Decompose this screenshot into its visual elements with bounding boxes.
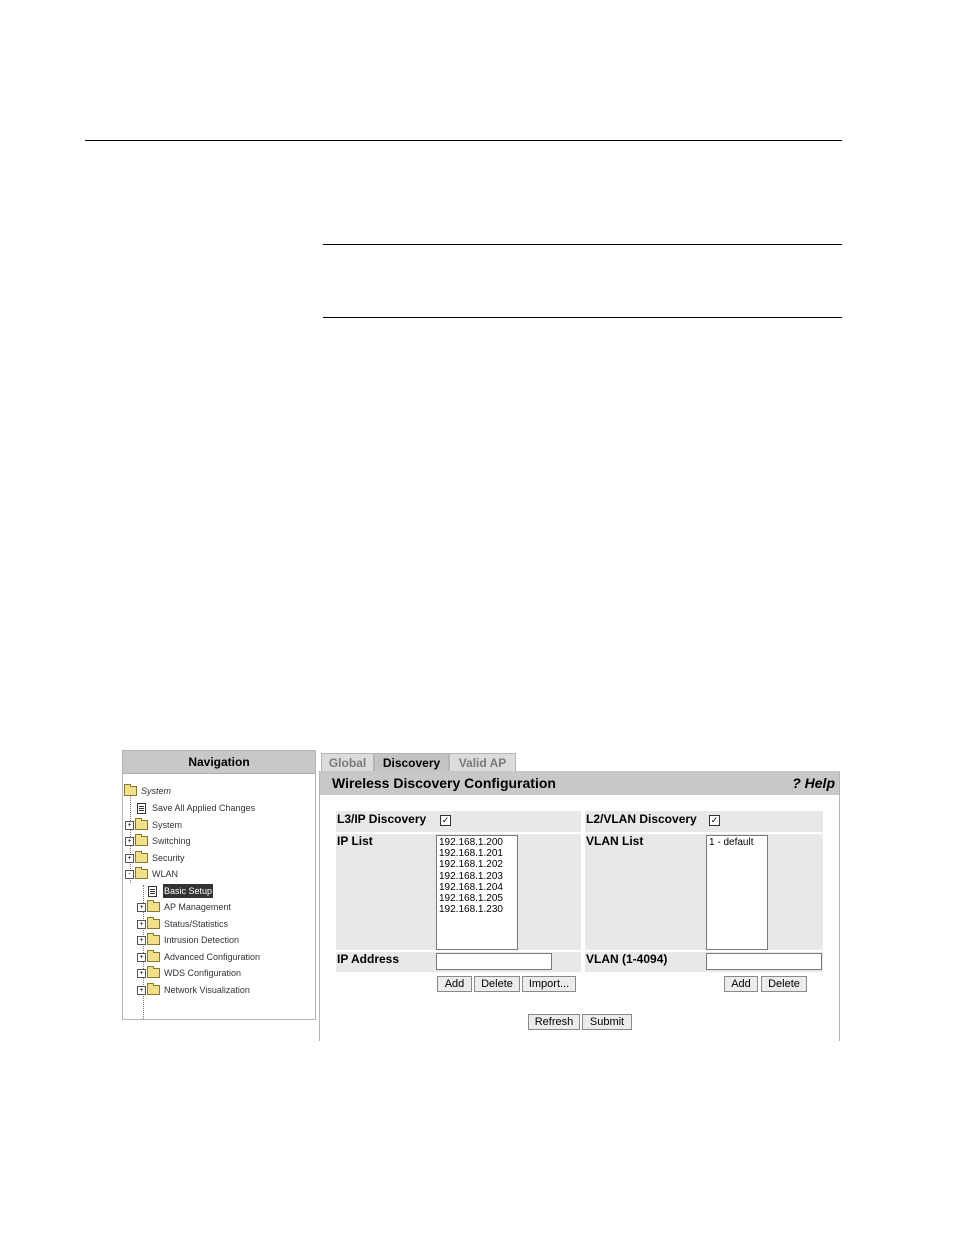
- ip-delete-button[interactable]: Delete: [474, 976, 520, 992]
- folder-icon: [147, 952, 160, 962]
- list-item[interactable]: 192.168.1.200: [439, 837, 503, 848]
- tree-item-security[interactable]: + Security: [125, 851, 185, 865]
- list-item[interactable]: 192.168.1.201: [439, 848, 503, 860]
- vlan-delete-button[interactable]: Delete: [761, 976, 807, 992]
- folder-open-icon: [124, 786, 137, 796]
- submit-button[interactable]: Submit: [582, 1014, 632, 1030]
- list-item[interactable]: 192.168.1.230: [439, 904, 503, 916]
- note-rule-bottom: [323, 317, 842, 318]
- refresh-button[interactable]: Refresh: [528, 1014, 580, 1030]
- expand-icon[interactable]: +: [137, 969, 146, 978]
- expand-icon[interactable]: +: [137, 936, 146, 945]
- vlan-list-box[interactable]: [706, 835, 768, 950]
- ip-list-box[interactable]: [436, 835, 518, 950]
- vlan-label: VLAN (1-4094): [586, 952, 668, 966]
- folder-icon: [135, 836, 148, 846]
- tree-item-wlan[interactable]: - WLAN: [125, 867, 178, 881]
- expand-icon[interactable]: +: [137, 920, 146, 929]
- folder-icon: [147, 935, 160, 945]
- list-item[interactable]: 192.168.1.203: [439, 870, 503, 882]
- tree-item-network-visualization[interactable]: + Network Visualization: [137, 983, 250, 997]
- tab-valid-ap[interactable]: Valid AP: [449, 753, 516, 772]
- expand-icon[interactable]: +: [125, 854, 134, 863]
- expand-icon[interactable]: +: [137, 953, 146, 962]
- list-item[interactable]: 192.168.1.205: [439, 893, 503, 905]
- list-item[interactable]: 192.168.1.202: [439, 859, 503, 871]
- list-item[interactable]: 192.168.1.204: [439, 881, 503, 893]
- tree-item-ap-management[interactable]: + AP Management: [137, 900, 231, 914]
- checkmark-icon: ✓: [441, 815, 450, 825]
- navigation-header: Navigation: [123, 751, 315, 774]
- list-item[interactable]: 1 - default: [709, 837, 754, 848]
- document-icon: [137, 803, 146, 814]
- vlan-list-row: [585, 834, 823, 950]
- expand-icon[interactable]: +: [125, 821, 134, 830]
- tree-item-system[interactable]: + System: [125, 818, 182, 832]
- discovery-panel: [319, 771, 840, 1041]
- panel-title: Wireless Discovery Configuration: [332, 775, 556, 791]
- top-rule: [85, 140, 842, 141]
- expand-icon[interactable]: +: [137, 903, 146, 912]
- note-rule-top: [323, 244, 842, 245]
- tree-item-advanced-configuration[interactable]: + Advanced Configuration: [137, 950, 260, 964]
- folder-icon: [135, 820, 148, 830]
- ip-address-label: IP Address: [337, 952, 400, 966]
- tab-global[interactable]: Global: [321, 753, 374, 772]
- folder-icon: [147, 985, 160, 995]
- help-link[interactable]: ? Help: [792, 775, 835, 791]
- folder-icon: [147, 968, 160, 978]
- navigation-pane: [122, 750, 316, 1020]
- l3-discovery-label: L3/IP Discovery: [337, 812, 427, 826]
- vlan-input[interactable]: [706, 953, 822, 970]
- l3-discovery-checkbox[interactable]: [440, 815, 451, 826]
- collapse-icon[interactable]: -: [125, 870, 134, 879]
- vlan-list-label: VLAN List: [586, 834, 644, 848]
- folder-icon: [135, 853, 148, 863]
- tree-item-system-root[interactable]: System: [124, 784, 171, 798]
- panel-title-bar: [320, 771, 839, 795]
- tree-item-basic-setup[interactable]: Basic Setup: [148, 884, 213, 898]
- ip-add-button[interactable]: Add: [437, 976, 472, 992]
- ip-address-input[interactable]: [436, 953, 552, 970]
- tab-discovery[interactable]: Discovery: [374, 753, 449, 772]
- folder-icon: [147, 902, 160, 912]
- ip-list-label: IP List: [337, 834, 373, 848]
- tree-item-status-statistics[interactable]: + Status/Statistics: [137, 917, 228, 931]
- tree-item-wds-configuration[interactable]: + WDS Configuration: [137, 966, 241, 980]
- expand-icon[interactable]: +: [125, 837, 134, 846]
- l2-discovery-checkbox[interactable]: [709, 815, 720, 826]
- l2-discovery-label: L2/VLAN Discovery: [586, 812, 697, 826]
- expand-icon[interactable]: +: [137, 986, 146, 995]
- ip-import-button[interactable]: Import...: [522, 976, 576, 992]
- document-icon: [148, 886, 157, 897]
- checkmark-icon: ✓: [710, 815, 719, 825]
- tree-item-switching[interactable]: + Switching: [125, 834, 191, 848]
- vlan-add-button[interactable]: Add: [724, 976, 758, 992]
- folder-open-icon: [135, 869, 148, 879]
- tree-item-save-all[interactable]: Save All Applied Changes: [137, 801, 255, 815]
- tree-item-intrusion-detection[interactable]: + Intrusion Detection: [137, 933, 239, 947]
- folder-icon: [147, 919, 160, 929]
